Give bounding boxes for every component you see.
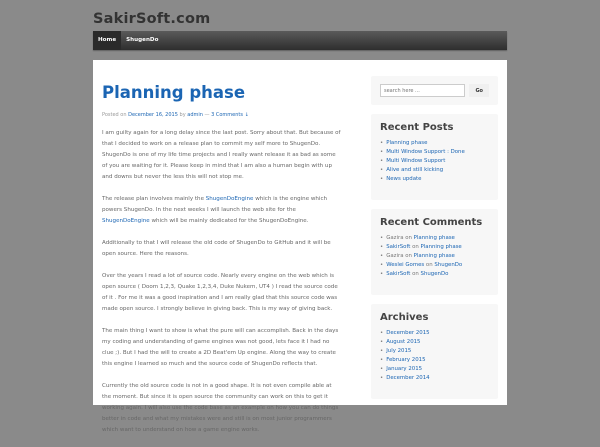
recent-post-link[interactable]: Multi Window Support [386, 158, 446, 164]
recent-post-item [380, 166, 489, 175]
archive-link[interactable]: December 2015 [386, 330, 430, 336]
recent-post-item [380, 139, 489, 148]
comment-author-link[interactable]: SakirSoft [386, 244, 411, 250]
recent-post-link[interactable]: News update [386, 176, 422, 182]
paragraph [102, 238, 366, 260]
comment-on-label: on [405, 253, 412, 259]
paragraph [102, 271, 366, 315]
recent-comments-title: Recent Comments [380, 217, 483, 228]
text-segment: Currently the old source code is not in a good shape. It is not even compile able at [102, 383, 332, 389]
comment-on-label: on [405, 235, 412, 241]
text-line [102, 337, 366, 348]
archive-item [380, 338, 489, 347]
recent-comment-item [380, 243, 489, 252]
text-line [102, 139, 366, 150]
text-segment: better in code and what my mistakes were and still is on most junior programmers [102, 416, 332, 422]
author-link[interactable]: admin [187, 112, 203, 118]
recent-post-item [380, 157, 489, 166]
recent-post-item [380, 175, 489, 184]
text-line [102, 128, 366, 139]
comment-on-label: on [425, 262, 433, 268]
text-line [102, 381, 366, 392]
recent-post-link[interactable]: Planning phase [386, 140, 428, 146]
text-line [102, 238, 366, 249]
archive-item [380, 374, 489, 383]
post-content [102, 128, 366, 436]
text-line [102, 425, 366, 436]
nav-shugendo[interactable]: ShugenDo [126, 37, 159, 43]
text-line [102, 216, 366, 227]
recent-post-link[interactable]: Alive and still kicking [386, 167, 444, 173]
sidebar [371, 76, 498, 408]
post-date-link[interactable]: December 16, 2015 [128, 112, 178, 118]
site-title[interactable]: SakirSoft.com [93, 11, 211, 27]
text-segment: I am guilty again for a long delay since the last post. Sorry about that. But because of [102, 130, 341, 136]
archives-title: Archives [380, 312, 429, 323]
comment-author-link[interactable]: Weslei Gomes [386, 262, 425, 268]
text-segment: powers ShugenDo. In the next weeks I will launch the web site for the [102, 207, 296, 213]
recent-comment-item [380, 252, 489, 261]
archive-item [380, 356, 489, 365]
text-line [102, 161, 366, 172]
nav-home[interactable]: Home [93, 31, 121, 50]
paragraph [102, 381, 366, 436]
comment-post-link[interactable]: Planning phase [413, 235, 455, 241]
archive-link[interactable]: August 2015 [386, 339, 421, 345]
text-segment: the moment. But since it is open source the community can work on this to get it [102, 394, 328, 400]
text-segment: The main thing I want to show is what the pure will can accomplish. Back in the days [102, 328, 339, 334]
recent-post-item [380, 148, 489, 157]
paragraph [102, 194, 366, 227]
text-line [102, 249, 366, 260]
text-segment: Over the years I read a lot of source code. Nearly every engine on the web which is [102, 273, 334, 279]
text-segment: of it . For me it was a good inspiration and I am really glad that this source code was [102, 295, 338, 301]
recent-comment-item [380, 234, 489, 243]
recent-comment-item [380, 270, 489, 279]
shugendoengine-link[interactable]: ShugenDoEngine [102, 218, 150, 224]
text-segment: which want to understand on how a game engine works. [102, 427, 260, 433]
post [102, 83, 366, 447]
main-container [93, 60, 507, 433]
paragraph [102, 128, 366, 183]
text-segment: that I decided to work on a release plan to commit my self more to ShugenDo. [102, 141, 321, 147]
archive-item [380, 347, 489, 356]
text-segment: my coding and understanding of game engines was not good, lets face it I had no [102, 339, 330, 345]
text-line [102, 282, 366, 293]
post-title[interactable]: Planning phase [102, 83, 246, 102]
text-line [102, 414, 366, 425]
text-line [102, 392, 366, 403]
text-segment: this engine I learned so much and the source code of ShugenDo reflects that. [102, 361, 318, 367]
text-segment: ShugenDo is one of my life time projects and I really want release it as bad as some [102, 152, 336, 158]
recent-post-link[interactable]: Multi Window Support : Done [386, 149, 465, 155]
post-meta [102, 112, 366, 118]
text-segment: which will be mainly dedicated for the ShugenDoEngine. [149, 218, 309, 224]
text-segment: Additionally to that I will release the old code of ShugenDo to GitHub and it will be [102, 240, 331, 246]
archive-item [380, 329, 489, 338]
search-go-button[interactable]: Go [469, 84, 489, 97]
comment-post-link[interactable]: ShugenDo [420, 271, 449, 277]
text-line [102, 326, 366, 337]
text-segment: open source ( Doom 1,2,3, Quake 1,2,3,4, Duke Nukem, UT4 ) I read the source code [102, 284, 338, 290]
meta-dash: — [204, 112, 210, 118]
comment-post-link[interactable]: ShugenDo [434, 262, 463, 268]
text-segment: and downs but never the less this will not stop me. [102, 174, 244, 180]
comment-on-label: on [412, 244, 419, 250]
text-line [102, 271, 366, 282]
comment-author: Gazira [386, 235, 404, 241]
comment-on-label: on [412, 271, 419, 277]
text-segment: which is the engine which [253, 196, 328, 202]
text-line [102, 205, 366, 216]
text-segment: clue ;). But I had the will to create a 2D Beat'em Up engine. Along the way to create [102, 350, 336, 356]
text-line [102, 348, 366, 359]
text-line [102, 194, 366, 205]
search-input[interactable] [380, 84, 465, 97]
text-line [102, 150, 366, 161]
comments-link[interactable]: 3 Comments ↓ [211, 112, 249, 118]
main-nav [93, 31, 507, 50]
text-line [102, 293, 366, 304]
search-widget [371, 76, 498, 105]
text-segment: made open source. I strongly believe in giving back. This is my way of giving back. [102, 306, 333, 312]
comment-post-link[interactable]: Planning phase [413, 253, 455, 259]
paragraph [102, 326, 366, 370]
archive-link[interactable]: July 2015 [386, 348, 412, 354]
text-segment: working again. I will also use the code base as an example on how you can do things [102, 405, 339, 411]
text-segment: of you are waiting for it. Please keep in mind that I am also a human begin with up [102, 163, 332, 169]
text-line [102, 359, 366, 370]
shugendoengine-link[interactable]: ShugenDoEngine [205, 196, 254, 202]
text-segment: The release plan involves mainly the [102, 196, 206, 202]
archive-link[interactable]: February 2015 [386, 357, 426, 363]
posted-on-label: Posted on [102, 112, 127, 118]
recent-posts-widget [371, 114, 498, 200]
recent-posts-title: Recent Posts [380, 122, 454, 133]
comment-author: Gazira [386, 253, 404, 259]
text-line [102, 304, 366, 315]
recent-comment-item [380, 261, 489, 270]
by-label: by [179, 112, 186, 118]
archives-widget [371, 304, 498, 399]
archive-link[interactable]: December 2014 [386, 375, 430, 381]
text-line [102, 403, 366, 414]
recent-comments-widget [371, 209, 498, 295]
comment-post-link[interactable]: Planning phase [420, 244, 462, 250]
comment-author-link[interactable]: SakirSoft [386, 271, 411, 277]
archive-link[interactable]: January 2015 [386, 366, 423, 372]
text-segment: open source. Here the reasons. [102, 251, 189, 257]
text-line [102, 172, 366, 183]
archive-item [380, 365, 489, 374]
